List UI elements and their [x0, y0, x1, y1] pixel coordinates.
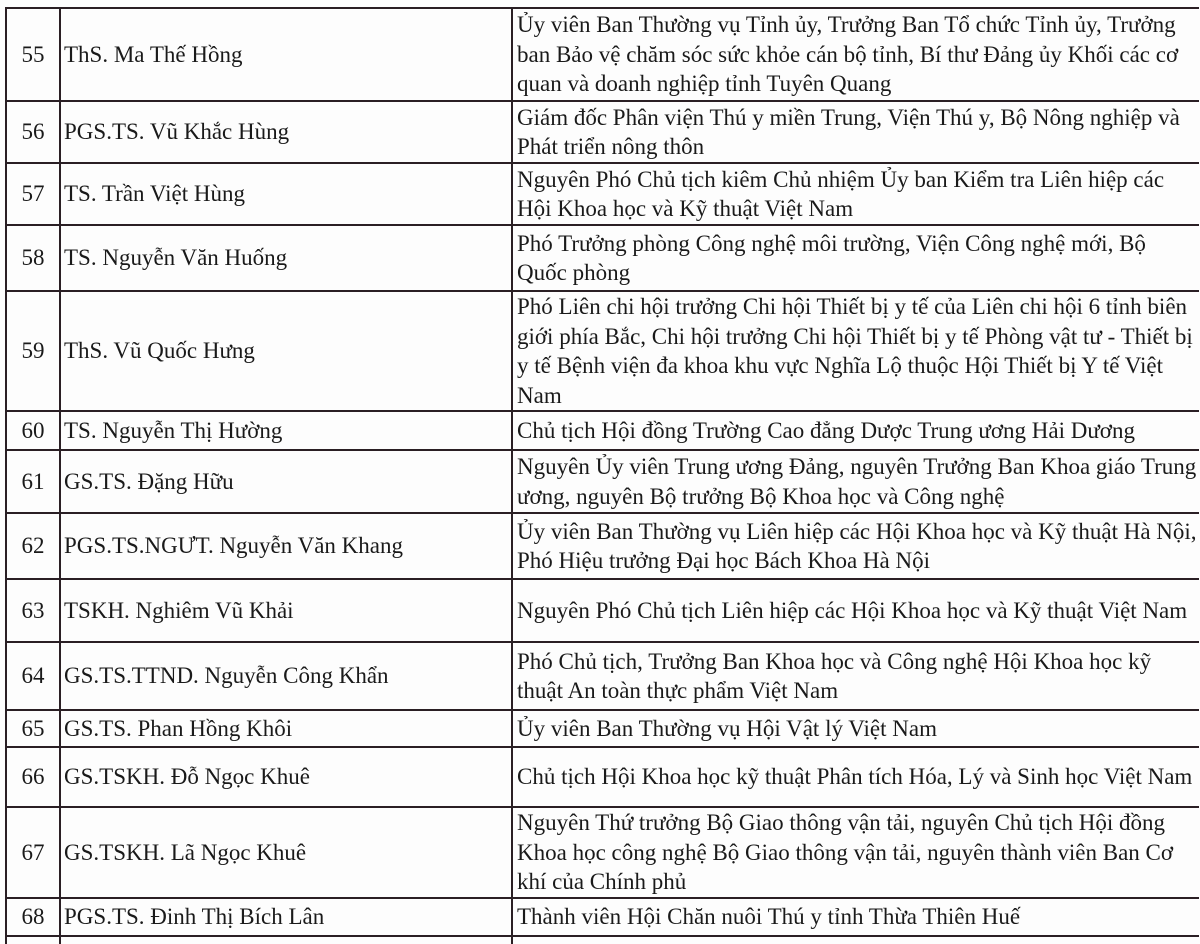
member-name: TS. Nguyễn Thị Hường — [60, 411, 512, 450]
member-position: Thành viên Hội Chăn nuôi Thú y tỉnh Thừa Thiên Huế — [512, 898, 1199, 936]
member-name: GS.TSKH. Đỗ Ngọc Khuê — [60, 747, 512, 807]
document-page — [5, 7, 1197, 944]
member-position: Phó Chủ tịch, Trưởng Ban Khoa học và Công nghệ Hội Khoa học kỹ thuật An toàn thực phẩm Việt Nam — [512, 642, 1199, 710]
member-name: GS.TS. Đặng Hữu — [60, 450, 512, 513]
member-name: TS. Trần Việt Hùng — [60, 163, 512, 225]
member-position: Phó Trưởng phòng Công nghệ môi trường, Viện Công nghệ mới, Bộ Quốc phòng — [512, 225, 1199, 291]
member-name: ThS. Vũ Quốc Hưng — [60, 291, 512, 411]
member-name: PGS.TS. Vũ Khắc Hùng — [60, 101, 512, 163]
member-name: PGS.TS.NGƯT. Nguyễn Văn Khang — [60, 513, 512, 579]
table-row — [6, 291, 1199, 411]
member-position: Chủ tịch Hội đồng Trường Cao đẳng Dược Trung ương Hải Dương — [512, 411, 1199, 450]
row-number: 61 — [6, 450, 60, 513]
empty-cell — [512, 936, 1199, 944]
empty-cell — [6, 936, 60, 944]
member-position: Nguyên Phó Chủ tịch kiêm Chủ nhiệm Ủy ban Kiểm tra Liên hiệp các Hội Khoa học và Kỹ thuật Việt Nam — [512, 163, 1199, 225]
row-number: 67 — [6, 807, 60, 898]
row-number: 58 — [6, 225, 60, 291]
table-row — [6, 411, 1199, 450]
member-name: GS.TS. Phan Hồng Khôi — [60, 710, 512, 747]
member-name: ThS. Ma Thế Hồng — [60, 8, 512, 101]
member-position: Nguyên Thứ trưởng Bộ Giao thông vận tải, nguyên Chủ tịch Hội đồng Khoa học công nghệ Bộ Giao thông vận tải, nguyên thành viên Ban Cơ khí của Chính phủ — [512, 807, 1199, 898]
table-row — [6, 747, 1199, 807]
row-number: 55 — [6, 8, 60, 101]
table-row — [6, 642, 1199, 710]
table-row — [6, 898, 1199, 936]
member-position: Ủy viên Ban Thường vụ Hội Vật lý Việt Nam — [512, 710, 1199, 747]
member-position: Nguyên Ủy viên Trung ương Đảng, nguyên Trưởng Ban Khoa giáo Trung ương, nguyên Bộ trưởng Bộ Khoa học và Công nghệ — [512, 450, 1199, 513]
table-row — [6, 579, 1199, 642]
row-number: 60 — [6, 411, 60, 450]
member-position: Ủy viên Ban Thường vụ Liên hiệp các Hội Khoa học và Kỹ thuật Hà Nội, Phó Hiệu trưởng Đại học Bách Khoa Hà Nội — [512, 513, 1199, 579]
table-row — [6, 225, 1199, 291]
row-number: 56 — [6, 101, 60, 163]
table-row — [6, 807, 1199, 898]
member-name: PGS.TS. Đinh Thị Bích Lân — [60, 898, 512, 936]
row-number: 65 — [6, 710, 60, 747]
member-position: Phó Liên chi hội trưởng Chi hội Thiết bị y tế của Liên chi hội 6 tỉnh biên giới phía Bắc, Chi hội trưởng Chi hội Thiết bị y tế Phòng vật tư - Thiết bị y tế Bệnh viện đa khoa khu vực Nghĩa Lộ thuộc Hội Thiết bị Y tế Việt Nam — [512, 291, 1199, 411]
table-row — [6, 710, 1199, 747]
table-row — [6, 163, 1199, 225]
member-table — [5, 7, 1199, 944]
row-number: 59 — [6, 291, 60, 411]
table-row — [6, 450, 1199, 513]
table-row — [6, 8, 1199, 101]
row-number: 68 — [6, 898, 60, 936]
table-row — [6, 101, 1199, 163]
table-row — [6, 513, 1199, 579]
table-row-clipped — [6, 936, 1199, 944]
member-position: Chủ tịch Hội Khoa học kỹ thuật Phân tích Hóa, Lý và Sinh học Việt Nam — [512, 747, 1199, 807]
member-position: Giám đốc Phân viện Thú y miền Trung, Viện Thú y, Bộ Nông nghiệp và Phát triển nông thôn — [512, 101, 1199, 163]
row-number: 63 — [6, 579, 60, 642]
row-number: 64 — [6, 642, 60, 710]
empty-cell — [60, 936, 512, 944]
member-position: Ủy viên Ban Thường vụ Tỉnh ủy, Trưởng Ban Tổ chức Tỉnh ủy, Trưởng ban Bảo vệ chăm sóc sức khỏe cán bộ tỉnh, Bí thư Đảng ủy Khối các cơ quan và doanh nghiệp tỉnh Tuyên Quang — [512, 8, 1199, 101]
row-number: 62 — [6, 513, 60, 579]
member-name: TS. Nguyễn Văn Huống — [60, 225, 512, 291]
row-number: 57 — [6, 163, 60, 225]
row-number: 66 — [6, 747, 60, 807]
member-table-body — [6, 8, 1199, 944]
member-name: GS.TS.TTND. Nguyễn Công Khẩn — [60, 642, 512, 710]
member-name: TSKH. Nghiêm Vũ Khải — [60, 579, 512, 642]
member-position: Nguyên Phó Chủ tịch Liên hiệp các Hội Khoa học và Kỹ thuật Việt Nam — [512, 579, 1199, 642]
member-name: GS.TSKH. Lã Ngọc Khuê — [60, 807, 512, 898]
